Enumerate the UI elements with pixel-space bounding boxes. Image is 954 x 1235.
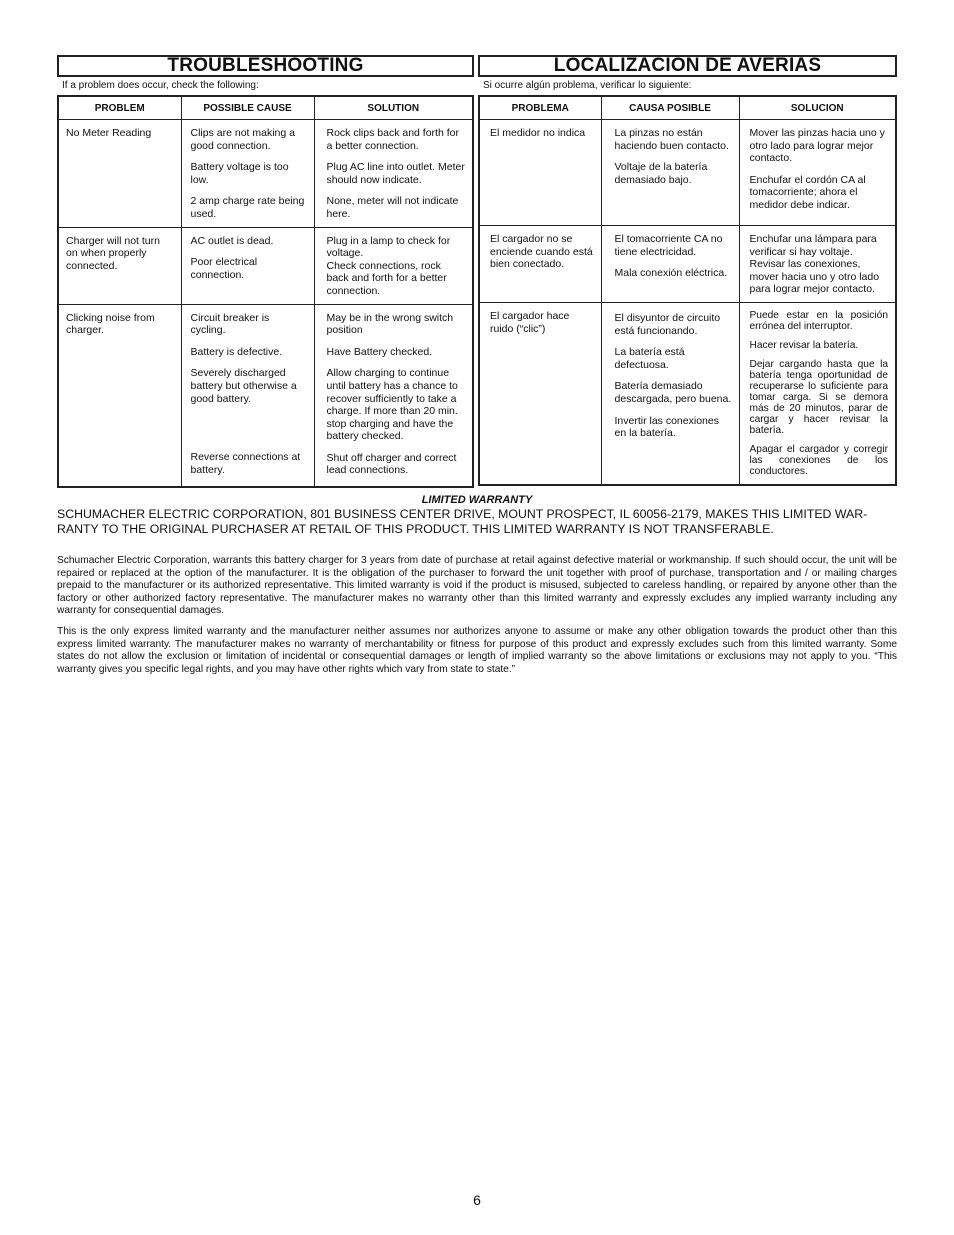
problema-cell	[479, 302, 601, 485]
column-header-solucion: SOLUCION	[739, 96, 896, 120]
table-header-row	[58, 96, 473, 120]
column-header-problem: PROBLEM	[58, 96, 181, 120]
cause-text: Reverse connections at battery.	[190, 451, 301, 476]
cause-cell	[181, 304, 314, 487]
causa-text: Batería demasiado descargada, pero buena.	[614, 380, 732, 405]
warranty-title: LIMITED WARRANTY	[421, 494, 533, 506]
solucion-cell	[739, 226, 896, 303]
causa-text: El disyuntor de circuito está funcionando.	[614, 311, 721, 337]
solution-text: Rock clips back and forth for a better connection.	[326, 127, 459, 152]
solucion-text: Enchufar una lámpara para verificar si hay voltaje. Revisar las conexiones, mover hacia uno y otro lado para lograr mejor contacto.	[749, 233, 880, 296]
cause-cell	[181, 120, 314, 228]
localizacion-title: LOCALIZACION DE AVERIAS	[478, 55, 897, 77]
column-header-cause: POSSIBLE CAUSE	[181, 96, 314, 120]
causa-cell	[601, 302, 739, 485]
causa-text: El tomacorriente CA no tiene electricidad.	[614, 233, 723, 258]
cause-text: Battery voltage is too low.	[190, 161, 289, 186]
solution-text: None, meter will not indicate here.	[326, 195, 459, 220]
localizacion-intro: Si ocurre algún problema, verificar lo siguiente:	[483, 80, 692, 91]
table-row	[58, 227, 473, 304]
warranty-paragraph: Schumacher Electric Corporation, warrants this battery charger for 3 years from date of purchase at retail against defective material or workmanship. If such should occur, the unit will be repaired or replaced at the option of the manufacturer. It is the obligation of the purchaser to forward the unit together with proof of purchase, transportation and / or mailing charges prepaid to the manufacturer or its authorized representative. This limited warranty is void if the product is misused, subjected to careless handling, or repaired by anyone other than the factory or other authorized factory representative. The manufacturer makes no warranty other than this limited warranty and expressly excludes any implied warranty including any warranty for consequential damages.	[57, 555, 897, 617]
problem-text: No Meter Reading	[66, 127, 152, 139]
cause-text: Battery is defective.	[190, 345, 283, 358]
cause-text: AC outlet is dead.	[190, 234, 274, 247]
solucion-text: Enchufar el cordón CA al tomacorriente; ahora el medidor debe indicar.	[749, 173, 866, 211]
cause-text: Circuit breaker is cycling.	[190, 311, 270, 337]
solucion-text: Apagar el cargador y corregir las conexiones de los conductores.	[749, 443, 888, 477]
problem-text: Charger will not turn on when properly connected.	[66, 234, 160, 272]
column-header-problema: PROBLEMA	[479, 96, 601, 120]
causa-text: Mala conexión eléctrica.	[614, 267, 728, 280]
problem-cell	[58, 227, 181, 304]
problem-cell	[58, 304, 181, 487]
table-row	[58, 304, 473, 487]
solution-cell	[314, 304, 473, 487]
problema-cell	[479, 120, 601, 226]
troubleshooting-table	[57, 95, 474, 488]
localizacion-section	[478, 55, 897, 486]
causa-cell	[601, 226, 739, 303]
causa-cell	[601, 120, 739, 226]
table-row	[58, 120, 473, 228]
solucion-cell	[739, 302, 896, 485]
solution-text: Plug in a lamp to check for voltage.	[326, 234, 451, 260]
problema-text: El cargador no se enciende cuando está bien conectado.	[490, 233, 593, 271]
problem-cell	[58, 120, 181, 228]
table-row	[479, 302, 896, 485]
localizacion-table	[478, 95, 897, 486]
solution-text: Have Battery checked.	[326, 345, 433, 358]
warranty-paragraph: This is the only express limited warranty and the manufacturer neither assumes nor authorizes anyone to assume or make any other obligation towards the product other than this express limited warranty. The manufacturer makes no warranty of merchantability or fitness for purpose of this product and expressly excludes such from this limited warranty. Some states do not allow the exclusion or limitation of incidental or consequential damages or length of implied warranty so the above limitations or exclusions may not apply to you. “This warranty gives you specific legal rights, and you may have other rights which vary from state to state.”	[57, 625, 897, 675]
solution-text: Plug AC line into outlet. Meter should now indicate.	[326, 161, 465, 186]
cause-text: Clips are not making a good connection.	[190, 127, 295, 152]
problema-text: El cargador hace ruido (“clic”)	[490, 309, 570, 335]
column-header-solution: SOLUTION	[314, 96, 473, 120]
solucion-text: Puede estar en la posición errónea del interruptor.	[749, 309, 888, 332]
solution-text: May be in the wrong switch position	[326, 311, 454, 337]
solution-text: Shut off charger and correct lead connections.	[326, 451, 457, 477]
causa-text: La batería está defectuosa.	[614, 346, 685, 371]
table-row	[479, 226, 896, 303]
cause-text: Poor electrical connection.	[190, 256, 258, 281]
warranty-heading: SCHUMACHER ELECTRIC CORPORATION, 801 BUSINESS CENTER DRIVE, MOUNT PROSPECT, IL 60056-2179, MAKES THIS LIMITED WAR-RANTY TO THE ORIGINAL PURCHASER AT RETAIL OF THIS PRODUCT. THIS LIMITED WARRANTY IS NOT TRANSFERABLE.	[57, 507, 868, 536]
problem-text: Clicking noise from charger.	[66, 311, 155, 337]
solution-cell	[314, 120, 473, 228]
limited-warranty-section	[57, 494, 897, 676]
solucion-text: Hacer revisar la batería.	[749, 339, 859, 351]
problema-text: El medidor no indica	[490, 127, 586, 139]
cause-cell	[181, 227, 314, 304]
table-row	[479, 120, 896, 226]
causa-text: Invertir las conexiones en la batería.	[614, 414, 719, 440]
causa-text: La pinzas no están haciendo buen contacto.	[614, 127, 729, 152]
solution-text: Check connections, rock back and forth for a better connection.	[326, 259, 447, 297]
troubleshooting-title: TROUBLESHOOTING	[57, 55, 474, 77]
troubleshooting-intro: If a problem does occur, check the following:	[62, 80, 259, 91]
solution-text: Allow charging to continue until battery has a chance to recover sufficiently to take a charge. If more than 20 min. stop charging and have the battery checked.	[326, 367, 458, 443]
cause-text: 2 amp charge rate being used.	[190, 195, 305, 220]
solucion-cell	[739, 120, 896, 226]
solucion-text: Mover las pinzas hacia uno y otro lado para lograr mejor contacto.	[749, 127, 885, 165]
causa-text: Voltaje de la batería demasiado bajo.	[614, 161, 708, 186]
column-header-causa: CAUSA POSIBLE	[601, 96, 739, 120]
page-number: 6	[473, 1192, 481, 1208]
cause-text: Severely discharged battery but otherwise a good battery.	[190, 367, 297, 405]
problema-cell	[479, 226, 601, 303]
table-header-row	[479, 96, 896, 120]
troubleshooting-section	[57, 55, 474, 488]
solucion-text: Dejar cargando hasta que la batería tenga oportunidad de recuperarse lo suficiente para tomar carga. Si se demora más de 20 minutos, parar de cargar y hacer revisar la batería.	[749, 358, 888, 436]
solution-cell	[314, 227, 473, 304]
